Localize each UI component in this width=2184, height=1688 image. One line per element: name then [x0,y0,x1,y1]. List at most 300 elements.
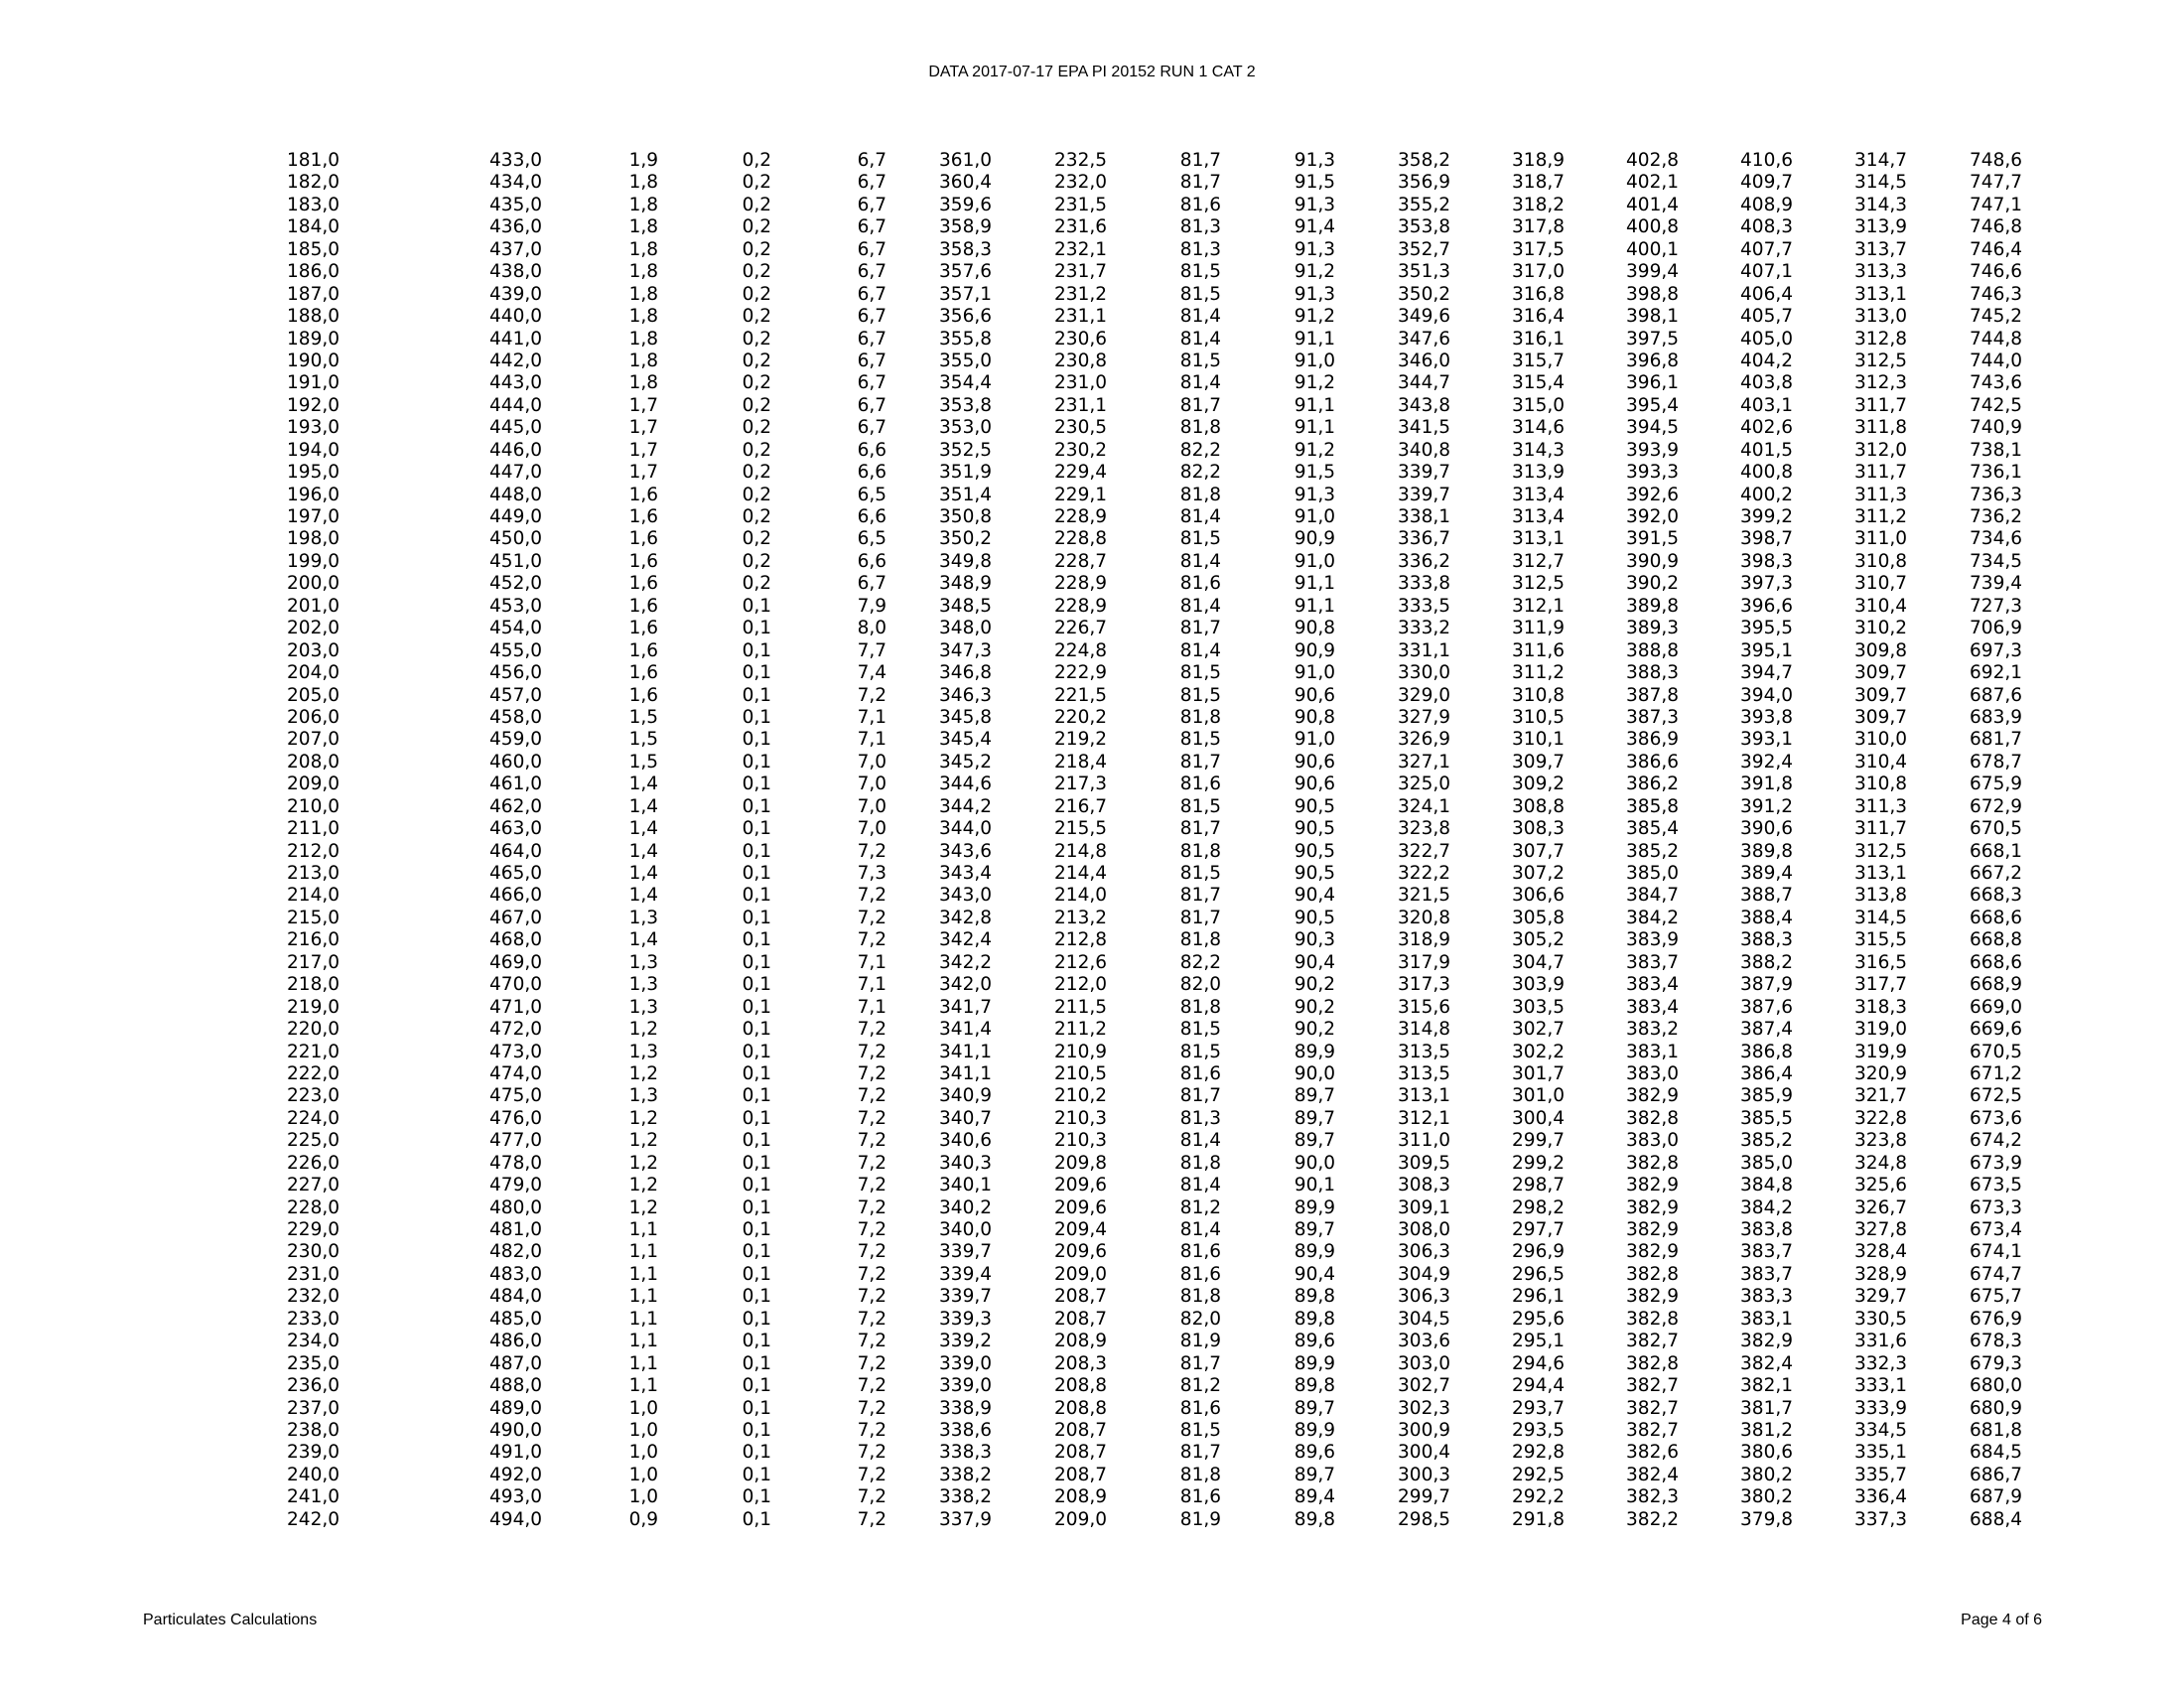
table-cell: 89,9 [1294,1196,1335,1218]
table-cell: 461,0 [489,774,542,795]
table-row [259,707,2022,729]
table-cell: 81,6 [1179,194,1221,215]
table-cell: 90,8 [1294,706,1335,728]
table-cell: 339,2 [939,1331,992,1352]
table-cell: 1,6 [628,595,658,617]
table-row [259,551,2022,573]
table-cell: 91,0 [1294,550,1335,572]
table-cell: 209,0 [1054,1508,1107,1530]
table-cell: 315,5 [1854,929,1907,951]
table-cell: 0,1 [742,1130,771,1152]
table-row [259,752,2022,774]
table-cell: 81,5 [1179,662,1221,684]
table-cell: 0,1 [742,795,771,817]
table-cell: 455,0 [489,639,542,661]
table-row [259,261,2022,283]
table-cell: 314,8 [1398,1019,1450,1041]
table-cell: 301,7 [1512,1062,1565,1084]
table-cell: 7,2 [857,1152,887,1174]
table-cell: 739,4 [1970,573,2022,595]
table-cell: 1,6 [628,662,658,684]
table-cell: 342,8 [939,907,992,928]
table-cell: 382,9 [1626,1241,1679,1263]
table-cell: 395,4 [1626,394,1679,416]
table-cell: 324,8 [1854,1152,1907,1174]
table-cell: 0,1 [742,907,771,928]
table-cell: 466,0 [489,885,542,907]
table-cell: 345,2 [939,751,992,773]
table-cell: 452,0 [489,573,542,595]
table-cell: 397,5 [1626,328,1679,350]
table-cell: 316,1 [1512,328,1565,350]
table-cell: 295,6 [1512,1308,1565,1330]
table-row [259,618,2022,639]
table-cell: 292,8 [1512,1442,1565,1464]
table-row [259,774,2022,795]
table-cell: 679,3 [1970,1352,2022,1374]
table-cell: 681,8 [1970,1419,2022,1441]
table-cell: 240,0 [287,1464,340,1485]
table-cell: 327,9 [1398,706,1450,728]
table-cell: 405,0 [1740,328,1793,350]
table-cell: 203,0 [287,639,340,661]
table-cell: 304,5 [1398,1308,1450,1330]
table-cell: 302,3 [1398,1397,1450,1419]
table-cell: 736,3 [1970,484,2022,505]
table-cell: 295,1 [1512,1331,1565,1352]
table-cell: 189,0 [287,328,340,350]
table-cell: 0,1 [742,751,771,773]
table-cell: 7,2 [857,1175,887,1196]
table-cell: 90,4 [1294,1263,1335,1285]
table-cell: 6,7 [857,328,887,350]
table-cell: 0,2 [742,506,771,527]
table-cell: 343,8 [1398,394,1450,416]
table-cell: 0,2 [742,417,771,439]
table-cell: 302,2 [1512,1041,1565,1062]
table-cell: 385,0 [1740,1152,1793,1174]
table-cell: 0,1 [742,929,771,951]
table-cell: 0,1 [742,818,771,840]
table-cell: 0,2 [742,261,771,283]
table-row [259,1219,2022,1241]
table-cell: 81,4 [1179,328,1221,350]
table-row [259,863,2022,885]
table-cell: 232,0 [1054,172,1107,194]
table-row [259,395,2022,417]
table-cell: 344,0 [939,818,992,840]
table-cell: 669,6 [1970,1019,2022,1041]
table-cell: 214,0 [1054,885,1107,907]
table-cell: 333,2 [1398,618,1450,639]
table-cell: 81,7 [1179,1085,1221,1107]
table-cell: 1,4 [628,863,658,884]
table-cell: 81,5 [1179,350,1221,371]
table-row [259,1175,2022,1196]
table-cell: 81,8 [1179,484,1221,505]
table-row [259,640,2022,662]
table-cell: 208,3 [1054,1352,1107,1374]
table-cell: 81,9 [1179,1508,1221,1530]
table-cell: 182,0 [287,172,340,194]
table-cell: 388,4 [1740,907,1793,928]
table-cell: 0,1 [742,1263,771,1285]
table-cell: 398,8 [1626,283,1679,305]
table-cell: 305,2 [1512,929,1565,951]
table-cell: 0,2 [742,372,771,394]
table-cell: 459,0 [489,729,542,751]
table-cell: 328,4 [1854,1241,1907,1263]
table-cell: 383,0 [1626,1062,1679,1084]
table-cell: 1,8 [628,372,658,394]
table-cell: 382,8 [1626,1152,1679,1174]
table-cell: 387,6 [1740,996,1793,1018]
table-cell: 89,8 [1294,1375,1335,1397]
table-cell: 0,2 [742,238,771,260]
table-cell: 407,1 [1740,261,1793,283]
table-cell: 312,5 [1854,840,1907,862]
table-cell: 186,0 [287,261,340,283]
table-cell: 382,8 [1626,1263,1679,1285]
table-cell: 472,0 [489,1019,542,1041]
table-cell: 680,0 [1970,1375,2022,1397]
table-cell: 341,1 [939,1041,992,1062]
table-cell: 326,7 [1854,1196,1907,1218]
table-cell: 90,5 [1294,863,1335,884]
table-cell: 361,0 [939,150,992,171]
table-cell: 81,8 [1179,929,1221,951]
table-row [259,1108,2022,1130]
table-row [259,729,2022,751]
table-cell: 313,5 [1398,1062,1450,1084]
table-cell: 89,7 [1294,1085,1335,1107]
table-cell: 81,4 [1179,306,1221,328]
table-cell: 310,2 [1854,618,1907,639]
table-cell: 486,0 [489,1331,542,1352]
table-cell: 347,6 [1398,328,1450,350]
table-cell: 686,7 [1970,1464,2022,1485]
table-row [259,506,2022,528]
table-cell: 1,3 [628,1041,658,1062]
table-cell: 89,7 [1294,1464,1335,1485]
table-cell: 312,8 [1854,328,1907,350]
table-cell: 91,2 [1294,372,1335,394]
table-cell: 6,5 [857,484,887,505]
table-cell: 393,9 [1626,439,1679,461]
table-cell: 393,1 [1740,729,1793,751]
table-cell: 292,5 [1512,1464,1565,1485]
table-cell: 333,8 [1398,573,1450,595]
table-cell: 310,4 [1854,751,1907,773]
table-cell: 318,2 [1512,194,1565,215]
table-cell: 388,3 [1626,662,1679,684]
table-cell: 385,0 [1626,863,1679,884]
table-cell: 390,6 [1740,818,1793,840]
table-cell: 190,0 [287,350,340,371]
table-cell: 197,0 [287,506,340,527]
table-cell: 193,0 [287,417,340,439]
table-cell: 340,8 [1398,439,1450,461]
table-cell: 353,8 [1398,216,1450,238]
table-cell: 1,1 [628,1263,658,1285]
table-cell: 458,0 [489,706,542,728]
table-row [259,1465,2022,1486]
table-cell: 400,2 [1740,484,1793,505]
table-cell: 81,8 [1179,840,1221,862]
table-cell: 317,8 [1512,216,1565,238]
table-cell: 311,0 [1398,1130,1450,1152]
table-cell: 335,7 [1854,1464,1907,1485]
table-row [259,351,2022,372]
table-cell: 672,9 [1970,795,2022,817]
table-cell: 382,2 [1626,1508,1679,1530]
table-cell: 454,0 [489,618,542,639]
table-cell: 0,2 [742,150,771,171]
table-cell: 383,1 [1626,1041,1679,1062]
table-cell: 394,5 [1626,417,1679,439]
table-cell: 443,0 [489,372,542,394]
table-cell: 218,4 [1054,751,1107,773]
table-cell: 7,2 [857,1508,887,1530]
table-cell: 380,2 [1740,1486,1793,1508]
table-cell: 91,2 [1294,439,1335,461]
table-cell: 440,0 [489,306,542,328]
table-cell: 736,1 [1970,462,2022,484]
table-cell: 338,2 [939,1464,992,1485]
table-cell: 6,7 [857,350,887,371]
table-cell: 339,7 [939,1286,992,1308]
table-cell: 302,7 [1398,1375,1450,1397]
table-cell: 745,2 [1970,306,2022,328]
table-cell: 91,3 [1294,238,1335,260]
table-cell: 6,6 [857,506,887,527]
table-cell: 382,7 [1626,1419,1679,1441]
table-cell: 345,8 [939,706,992,728]
table-cell: 81,6 [1179,774,1221,795]
table-cell: 480,0 [489,1196,542,1218]
table-cell: 228,9 [1054,595,1107,617]
footer-left-label: Particulates Calculations [143,1612,318,1628]
table-cell: 352,5 [939,439,992,461]
table-cell: 316,4 [1512,306,1565,328]
table-cell: 0,1 [742,1486,771,1508]
table-cell: 339,3 [939,1308,992,1330]
table-cell: 90,1 [1294,1175,1335,1196]
table-cell: 81,9 [1179,1331,1221,1352]
table-cell: 0,1 [742,1464,771,1485]
table-cell: 90,9 [1294,639,1335,661]
table-cell: 389,8 [1626,595,1679,617]
table-cell: 0,2 [742,172,771,194]
table-cell: 492,0 [489,1464,542,1485]
page-title: DATA 2017-07-17 EPA PI 20152 RUN 1 CAT 2 [928,64,1256,80]
table-cell: 91,0 [1294,506,1335,527]
table-cell: 238,0 [287,1419,340,1441]
table-cell: 406,4 [1740,283,1793,305]
table-cell: 1,1 [628,1241,658,1263]
table-cell: 674,2 [1970,1130,2022,1152]
table-cell: 310,7 [1854,573,1907,595]
table-cell: 347,3 [939,639,992,661]
table-cell: 81,5 [1179,795,1221,817]
table-cell: 0,1 [742,1062,771,1084]
table-cell: 389,4 [1740,863,1793,884]
table-cell: 681,7 [1970,729,2022,751]
table-cell: 6,7 [857,261,887,283]
table-cell: 382,9 [1626,1085,1679,1107]
table-cell: 316,8 [1512,283,1565,305]
table-cell: 0,1 [742,863,771,884]
table-cell: 215,0 [287,907,340,928]
table-cell: 222,0 [287,1062,340,1084]
table-cell: 437,0 [489,238,542,260]
table-cell: 383,8 [1740,1219,1793,1240]
table-cell: 1,6 [628,528,658,550]
table-row [259,952,2022,974]
table-row [259,329,2022,351]
table-cell: 356,6 [939,306,992,328]
table-cell: 392,0 [1626,506,1679,527]
table-cell: 90,2 [1294,996,1335,1018]
table-row [259,1309,2022,1331]
table-cell: 389,3 [1626,618,1679,639]
table-cell: 311,6 [1512,639,1565,661]
table-cell: 0,1 [742,729,771,751]
table-cell: 316,5 [1854,951,1907,973]
table-cell: 0,1 [742,639,771,661]
table-cell: 0,1 [742,840,771,862]
table-cell: 7,2 [857,1107,887,1129]
table-cell: 209,6 [1054,1241,1107,1263]
table-cell: 1,2 [628,1130,658,1152]
table-cell: 211,5 [1054,996,1107,1018]
table-cell: 462,0 [489,795,542,817]
table-cell: 441,0 [489,328,542,350]
table-cell: 308,0 [1398,1219,1450,1240]
table-cell: 320,8 [1398,907,1450,928]
table-cell: 387,9 [1740,974,1793,996]
table-cell: 313,1 [1854,283,1907,305]
table-cell: 0,1 [742,662,771,684]
table-cell: 338,9 [939,1397,992,1419]
table-cell: 300,9 [1398,1419,1450,1441]
table-cell: 81,3 [1179,1107,1221,1129]
table-cell: 7,2 [857,1130,887,1152]
table-cell: 484,0 [489,1286,542,1308]
table-cell: 82,2 [1179,951,1221,973]
table-cell: 206,0 [287,706,340,728]
table-cell: 310,8 [1512,684,1565,706]
table-cell: 230,0 [287,1241,340,1263]
table-cell: 91,0 [1294,729,1335,751]
table-cell: 215,5 [1054,818,1107,840]
table-cell: 310,4 [1854,595,1907,617]
table-cell: 311,9 [1512,618,1565,639]
table-cell: 81,7 [1179,818,1221,840]
table-cell: 460,0 [489,751,542,773]
table-cell: 1,5 [628,751,658,773]
table-cell: 747,7 [1970,172,2022,194]
table-cell: 445,0 [489,417,542,439]
table-cell: 1,4 [628,774,658,795]
table-cell: 403,1 [1740,394,1793,416]
table-cell: 89,8 [1294,1508,1335,1530]
table-cell: 0,1 [742,1308,771,1330]
table-cell: 229,1 [1054,484,1107,505]
table-cell: 7,2 [857,885,887,907]
table-cell: 311,3 [1854,484,1907,505]
table-cell: 403,8 [1740,372,1793,394]
table-cell: 7,2 [857,929,887,951]
table-cell: 6,5 [857,528,887,550]
table-cell: 230,8 [1054,350,1107,371]
table-cell: 311,2 [1512,662,1565,684]
table-cell: 188,0 [287,306,340,328]
table-cell: 1,2 [628,1062,658,1084]
table-cell: 327,8 [1854,1219,1907,1240]
table-cell: 435,0 [489,194,542,215]
table-cell: 81,7 [1179,172,1221,194]
table-cell: 228,7 [1054,550,1107,572]
table-row [259,195,2022,216]
table-cell: 331,1 [1398,639,1450,661]
table-cell: 358,3 [939,238,992,260]
table-cell: 89,8 [1294,1308,1335,1330]
table-cell: 382,8 [1626,1308,1679,1330]
table-cell: 346,0 [1398,350,1450,371]
table-cell: 82,0 [1179,1308,1221,1330]
table-cell: 212,0 [287,840,340,862]
table-cell: 90,2 [1294,1019,1335,1041]
table-cell: 231,0 [1054,372,1107,394]
table-cell: 438,0 [489,261,542,283]
table-cell: 678,7 [1970,751,2022,773]
table-cell: 308,3 [1512,818,1565,840]
table-cell: 7,1 [857,706,887,728]
table-cell: 385,9 [1740,1085,1793,1107]
table-cell: 746,4 [1970,238,2022,260]
table-cell: 307,7 [1512,840,1565,862]
table-cell: 348,5 [939,595,992,617]
table-cell: 81,8 [1179,706,1221,728]
table-cell: 208,8 [1054,1397,1107,1419]
table-cell: 382,9 [1626,1196,1679,1218]
table-cell: 389,8 [1740,840,1793,862]
table-cell: 0,1 [742,1442,771,1464]
table-cell: 319,0 [1854,1019,1907,1041]
table-cell: 81,7 [1179,150,1221,171]
table-cell: 210,3 [1054,1107,1107,1129]
table-cell: 210,0 [287,795,340,817]
table-cell: 491,0 [489,1442,542,1464]
table-cell: 7,2 [857,1397,887,1419]
table-cell: 230,5 [1054,417,1107,439]
table-cell: 388,8 [1626,639,1679,661]
table-cell: 490,0 [489,1419,542,1441]
table-cell: 0,1 [742,595,771,617]
table-cell: 318,3 [1854,996,1907,1018]
table-cell: 667,2 [1970,863,2022,884]
table-cell: 291,8 [1512,1508,1565,1530]
table-cell: 6,7 [857,372,887,394]
table-cell: 0,1 [742,1397,771,1419]
table-cell: 313,1 [1512,528,1565,550]
table-cell: 312,0 [1854,439,1907,461]
table-cell: 302,7 [1512,1019,1565,1041]
table-row [259,1375,2022,1397]
table-cell: 204,0 [287,662,340,684]
table-cell: 195,0 [287,462,340,484]
